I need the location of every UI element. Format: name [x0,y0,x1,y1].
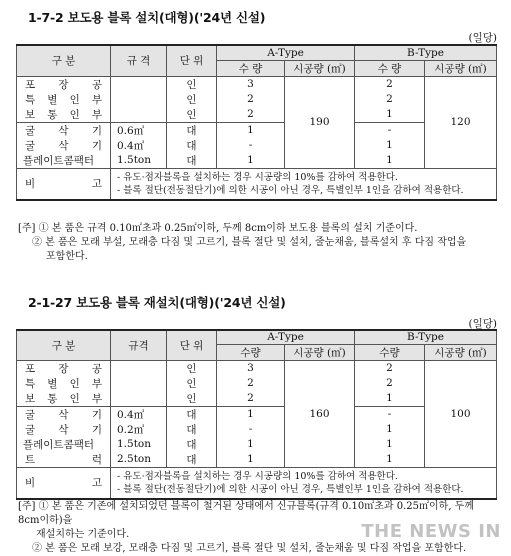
row-a-qty: 2 [217,107,285,123]
row-spec: 0.2㎥ [111,422,167,437]
table-row [17,422,497,437]
remark-label: 비 고 [17,467,111,499]
row-b-qty: 1 [355,153,425,169]
row-spec [111,391,167,407]
row-spec: 2.5ton [111,452,167,468]
header-category: 구 분 [17,330,111,360]
header-type-b: B-Type [355,45,497,60]
row-b-qty: - [355,122,425,138]
row-name: 특 별 인 부 [17,92,111,107]
table-row [17,107,497,123]
table-row [17,406,497,422]
row-b-qty: 2 [355,76,425,92]
row-spec [111,360,167,376]
table-row [17,138,497,153]
row-unit: 인 [167,360,217,376]
row-name: 트 럭 [17,452,111,468]
row-b-qty: 1 [355,452,425,468]
row-name: 플레이트콤팩터 [17,153,111,169]
section1-notes [18,222,496,264]
header-spec: 규격 [111,330,167,360]
row-unit: 대 [167,138,217,153]
row-a-qty: 1 [217,122,285,138]
header-unit: 단 위 [167,45,217,76]
header-type-a: A-Type [217,45,355,60]
table-row [17,437,497,452]
row-name: 플레이트콤팩터 [17,437,111,452]
remark-label: 비 고 [17,168,111,200]
note-line: ② 본 품은 모래 보강, 모래층 다짐 및 고르기, 블록 절단 및 설치, 줄눈채움 및 다짐 작업을 포함한다. [32,543,467,554]
row-name: 포 장 공 [17,360,111,376]
row-unit: 인 [167,92,217,107]
row-b-qty: 1 [355,138,425,153]
section1-title: 1-7-2 보도용 블록 설치(대형)('24년 신설) [28,10,266,25]
header-a-qty: 수량 [217,344,285,360]
remark-row [17,168,497,200]
row-name: 포 장 공 [17,76,111,92]
row-b-qty: 1 [355,391,425,407]
row-name: 굴 삭 기 [17,122,111,138]
remark-row [17,467,497,499]
note-line: [주] ① 본 품은 기존에 설치되었던 블록이 철거된 상태에서 신규블록(규격 0.10㎡초과 0.25㎡이하, 두께 8cm이하)을 [18,501,474,526]
row-name: 특 별 인 부 [17,376,111,391]
row-spec [111,76,167,92]
table-row [17,391,497,407]
a-area-value: 190 [285,76,355,168]
row-a-qty: - [217,422,285,437]
row-b-qty: - [355,406,425,422]
watermark-logo: THE NEWS IN [361,521,501,542]
header-a-qty: 수 량 [217,60,285,76]
section2-table [16,329,497,500]
row-a-qty: 3 [217,360,285,376]
row-a-qty: 2 [217,92,285,107]
row-name: 굴 삭 기 [17,138,111,153]
table-row [17,153,497,169]
section2-header-row [17,330,497,344]
table-row [17,376,497,391]
row-spec: 1.5ton [111,153,167,169]
header-type-a: A-Type [217,330,355,344]
row-a-qty: 1 [217,406,285,422]
row-spec: 0.4㎥ [111,138,167,153]
note-line: 포함한다. [46,251,88,262]
section1-header-row [17,45,497,60]
row-spec: 0.6㎥ [111,122,167,138]
note-line: [주] ① 본 품은 규격 0.10㎡초과 0.25㎡이하, 두께 8cm이하 보도용 블록의 설치 기준이다. [18,223,418,234]
header-spec: 규 격 [111,45,167,76]
row-unit: 인 [167,376,217,391]
header-b-qty: 수량 [355,344,425,360]
table-row [17,92,497,107]
row-b-qty: 1 [355,437,425,452]
row-spec: 0.4㎥ [111,406,167,422]
row-b-qty: 2 [355,360,425,376]
header-a-area: 시공량 (㎡) [285,60,355,76]
header-unit: 단 위 [167,330,217,360]
row-a-qty: 1 [217,452,285,468]
remark-line: - 유도·점자블록을 설치하는 경우 시공량의 10%를 감하여 적용한다. [117,470,398,482]
header-b-qty: 수 량 [355,60,425,76]
table-row [17,122,497,138]
header-a-area: 시공량 (㎡) [285,344,355,360]
b-area-value: 100 [425,360,497,467]
row-unit: 인 [167,76,217,92]
row-spec [111,92,167,107]
row-a-qty: - [217,138,285,153]
row-unit: 대 [167,406,217,422]
table-row [17,76,497,92]
row-a-qty: 3 [217,76,285,92]
row-b-qty: 1 [355,422,425,437]
header-category: 구 분 [17,45,111,76]
note-line: 재설치하는 기준이다. [36,529,130,540]
row-spec [111,376,167,391]
header-b-area: 시공량 (㎡) [425,344,497,360]
row-a-qty: 1 [217,153,285,169]
row-unit: 대 [167,122,217,138]
row-a-qty: 2 [217,391,285,407]
remark-text [111,168,497,200]
a-area-value: 160 [285,360,355,467]
remark-text [111,467,497,499]
row-unit: 인 [167,391,217,407]
remark-line: - 유도·점자블록을 설치하는 경우 시공량의 10%를 감하여 적용한다. [117,171,398,183]
section1-table [16,44,497,201]
table-row [17,452,497,468]
row-name: 굴 삭 기 [17,422,111,437]
row-name: 굴 삭 기 [17,406,111,422]
note-line: ② 본 품은 모래 부설, 모래층 다짐 및 고르기, 블록 절단 및 설치, 줄눈채움, 블록설치 후 다짐 작업을 [32,237,467,248]
remark-line: - 블록 절단(전동절단기)에 의한 시공이 아닌 경우, 특별인부 1인을 감하여 적용한다. [117,184,464,196]
table-row [17,360,497,376]
section2-title: 2-1-27 보도용 블록 재설치(대형)('24년 신설) [28,295,286,310]
row-name: 보 통 인 부 [17,391,111,407]
row-unit: 대 [167,422,217,437]
header-b-area: 시공량 (㎡) [425,60,497,76]
row-unit: 대 [167,452,217,468]
header-type-b: B-Type [355,330,497,344]
row-spec: 1.5ton [111,437,167,452]
row-spec [111,107,167,123]
row-b-qty: 1 [355,107,425,123]
remark-line: - 블록 절단(전동절단기)에 의한 시공이 아닌 경우, 특별인부 1인을 감하여 적용한다. [117,483,464,495]
row-name: 보 통 인 부 [17,107,111,123]
section2-unit-label: (일당) [468,318,497,330]
row-unit: 인 [167,107,217,123]
b-area-value: 120 [425,76,497,168]
row-unit: 대 [167,437,217,452]
row-b-qty: 2 [355,92,425,107]
row-unit: 대 [167,153,217,169]
row-a-qty: 2 [217,376,285,391]
row-a-qty: 1 [217,437,285,452]
section1-unit-label: (일당) [468,32,497,44]
row-b-qty: 2 [355,376,425,391]
